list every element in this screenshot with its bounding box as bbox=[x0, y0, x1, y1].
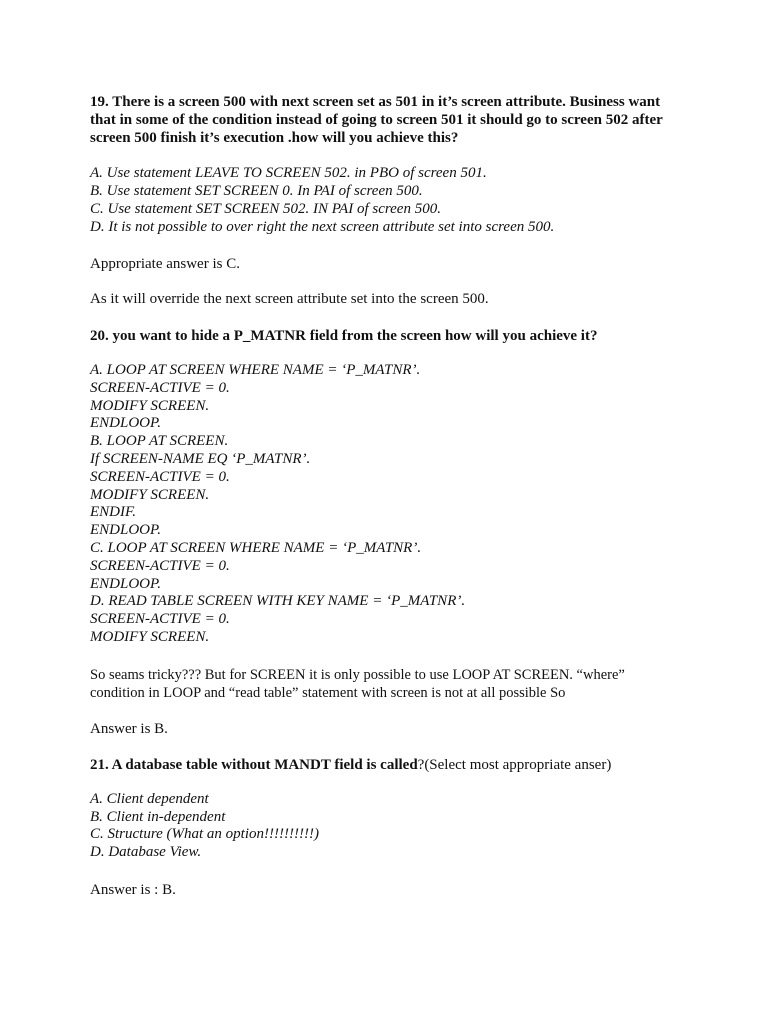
option-a: A. Client dependent bbox=[90, 791, 209, 807]
question-20: 20. you want to hide a P_MATNR field from the screen how will you achieve it? bbox=[90, 328, 598, 344]
code-line: A. LOOP AT SCREEN WHERE NAME = ‘P_MATNR’. bbox=[90, 362, 421, 378]
code-line: B. LOOP AT SCREEN. bbox=[90, 433, 229, 450]
option-b: B. Client in-dependent bbox=[90, 808, 226, 825]
option-d: D. It is not possible to over right the next screen attribute set into screen 500. bbox=[90, 219, 555, 235]
question-line: that in some of the condition instead of going to screen 501 it should go to screen 502 after bbox=[90, 112, 663, 128]
option-a: A. Use statement LEAVE TO SCREEN 502. in PBO of screen 501. bbox=[90, 165, 487, 181]
question-20-explanation bbox=[90, 666, 690, 702]
code-line: SCREEN-ACTIVE = 0. bbox=[90, 379, 230, 396]
code-line: MODIFY SCREEN. bbox=[90, 628, 210, 645]
question-21 bbox=[90, 756, 690, 774]
option-c: C. Structure (What an option!!!!!!!!!!) bbox=[90, 826, 319, 843]
code-line: D. READ TABLE SCREEN WITH KEY NAME = ‘P_MATNR’. bbox=[90, 593, 466, 610]
question-21-answer: Answer is : B. bbox=[90, 882, 176, 898]
question-19-explanation: As it will override the next screen attribute set into the screen 500. bbox=[90, 291, 489, 307]
explanation-line: So seams tricky??? But for SCREEN it is only possible to use LOOP AT SCREEN. “where” bbox=[90, 667, 625, 683]
question-19 bbox=[90, 93, 690, 147]
question-19-options bbox=[90, 164, 690, 236]
code-line: MODIFY SCREEN. bbox=[90, 486, 210, 503]
code-line: SCREEN-ACTIVE = 0. bbox=[90, 468, 230, 485]
code-line: MODIFY SCREEN. bbox=[90, 397, 210, 414]
question-20-answer: Answer is B. bbox=[90, 721, 168, 737]
question-20-code bbox=[90, 362, 690, 647]
code-line: ENDLOOP. bbox=[90, 575, 161, 592]
code-line: ENDLOOP. bbox=[90, 415, 161, 432]
code-line: ENDLOOP. bbox=[90, 522, 161, 539]
explanation-line: condition in LOOP and “read table” statement with screen is not at all possible So bbox=[90, 685, 566, 701]
code-line: C. LOOP AT SCREEN WHERE NAME = ‘P_MATNR’. bbox=[90, 539, 422, 556]
option-b: B. Use statement SET SCREEN 0. In PAI of screen 500. bbox=[90, 183, 423, 199]
code-line: If SCREEN-NAME EQ ‘P_MATNR’. bbox=[90, 450, 311, 467]
question-21-rest: ?(Select most appropriate anser) bbox=[417, 757, 612, 773]
code-line: ENDIF. bbox=[90, 504, 136, 521]
code-line: SCREEN-ACTIVE = 0. bbox=[90, 557, 230, 574]
question-19-answer: Appropriate answer is C. bbox=[90, 256, 240, 272]
question-line: screen 500 finish it’s execution .how will you achieve this? bbox=[90, 130, 459, 146]
option-d: D. Database View. bbox=[90, 844, 202, 861]
option-c: C. Use statement SET SCREEN 502. IN PAI of screen 500. bbox=[90, 201, 441, 217]
question-21-options bbox=[90, 791, 690, 862]
question-line: 19. There is a screen 500 with next screen set as 501 in it’s screen attribute. Business want bbox=[90, 94, 661, 110]
code-line: SCREEN-ACTIVE = 0. bbox=[90, 611, 230, 628]
question-21-bold: 21. A database table without MANDT field is called bbox=[90, 757, 418, 773]
